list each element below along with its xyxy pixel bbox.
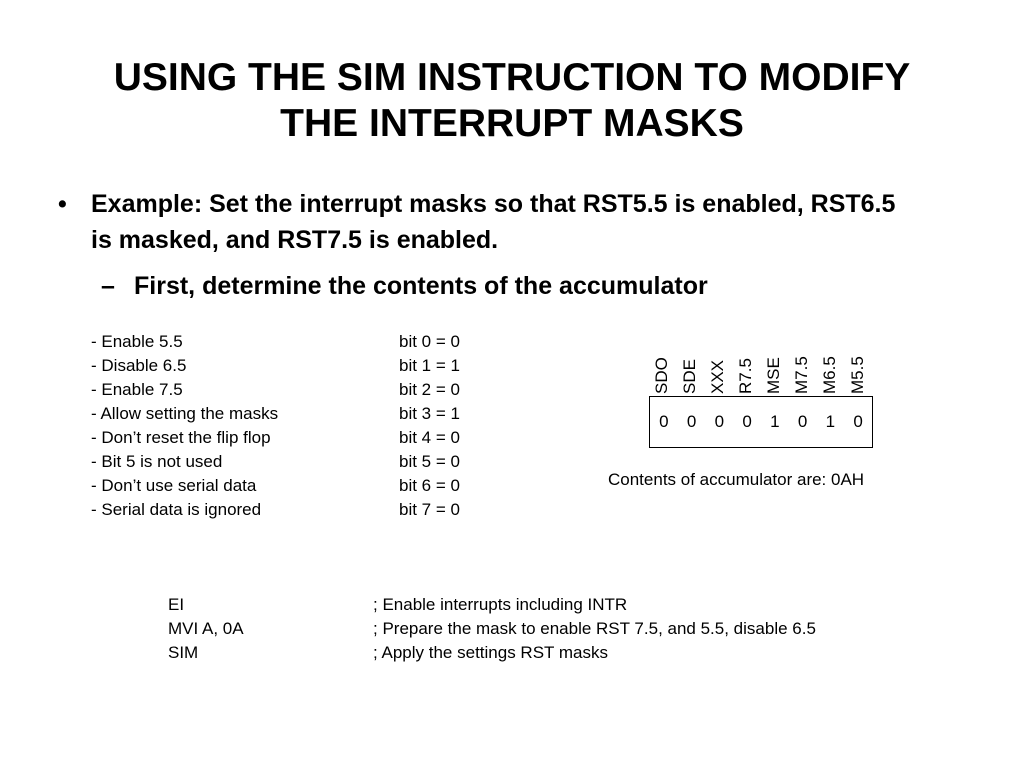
register-bit-labels — [649, 330, 873, 394]
sub-bullet-marker: – — [101, 272, 115, 300]
bit-setting-description: - Bit 5 is not used — [91, 452, 223, 471]
register-bit-value: 0 — [742, 412, 752, 431]
register-label-text: SDE — [680, 359, 699, 394]
register-label-text: M6.5 — [820, 356, 839, 394]
bit-setting-value: bit 7 = 0 — [399, 500, 460, 519]
slide-title-line-2: THE INTERRUPT MASKS — [280, 102, 744, 145]
register-label — [817, 330, 845, 394]
bit-setting-description: - Allow setting the masks — [91, 404, 279, 423]
bit-setting-value: bit 5 = 0 — [399, 452, 460, 471]
bit-setting-value: bit 1 = 1 — [399, 356, 460, 375]
code-comment: ; Prepare the mask to enable RST 7.5, and 5.5, disable 6.5 — [373, 619, 816, 638]
register-label — [677, 330, 705, 394]
bit-setting-description: - Disable 6.5 — [91, 356, 187, 375]
register-label — [733, 330, 761, 394]
register-bit-value: 0 — [686, 412, 697, 431]
bit-setting-description: - Don’t use serial data — [91, 476, 257, 495]
register-label-text: XXX — [708, 359, 727, 394]
register-bit-value: 0 — [797, 412, 808, 431]
register-bit-value: 0 — [853, 412, 863, 431]
register-label — [649, 330, 677, 394]
bit-setting-description: - Enable 7.5 — [91, 380, 183, 399]
bit-setting-value: bit 2 = 0 — [399, 380, 460, 399]
register-label-text: MSE — [764, 357, 783, 394]
register-label-text: SDO — [652, 357, 671, 394]
bit-setting-description: - Serial data is ignored — [91, 500, 262, 519]
bit-setting-value: bit 3 = 1 — [399, 404, 460, 423]
slide-title-line-1: USING THE SIM INSTRUCTION TO MODIFY — [113, 56, 911, 99]
sub-bullet — [101, 268, 708, 304]
code-comment: ; Enable interrupts including INTR — [373, 595, 628, 614]
register-label-text: M5.5 — [848, 356, 867, 394]
register-bit-value: 0 — [659, 412, 669, 431]
bit-setting-description: - Enable 5.5 — [91, 332, 183, 351]
sub-bullet-text: First, determine the contents of the accumulator — [134, 272, 708, 300]
register-label — [761, 330, 789, 394]
code-instruction: SIM — [168, 643, 199, 662]
register-bit-value: 1 — [770, 412, 780, 431]
accumulator-contents-text: Contents of accumulator are: 0AH — [608, 470, 865, 489]
register-label — [705, 330, 733, 394]
code-instruction: MVI A, 0A — [168, 619, 244, 638]
bit-setting-description: - Don’t reset the flip flop — [91, 428, 271, 447]
register-label — [845, 330, 873, 394]
register-bit-value: 0 — [714, 412, 725, 431]
bit-setting-value: bit 0 = 0 — [399, 332, 460, 351]
bit-setting-value: bit 4 = 0 — [399, 428, 460, 447]
accumulator-register — [649, 396, 873, 448]
register-bit-value: 1 — [825, 412, 836, 431]
example-text: Example: Set the interrupt masks so that RST5.5 is enabled, RST6.5 is masked, and RST7.5 is enabled. — [91, 190, 896, 254]
register-label — [789, 330, 817, 394]
code-instruction: EI — [168, 595, 185, 614]
register-label-text: M7.5 — [792, 356, 811, 394]
code-comment: ; Apply the settings RST masks — [373, 643, 608, 662]
bullet-marker: • — [58, 190, 67, 218]
bit-setting-value: bit 6 = 0 — [399, 476, 460, 495]
register-label-text: R7.5 — [736, 358, 755, 394]
slide-title — [0, 55, 1024, 147]
